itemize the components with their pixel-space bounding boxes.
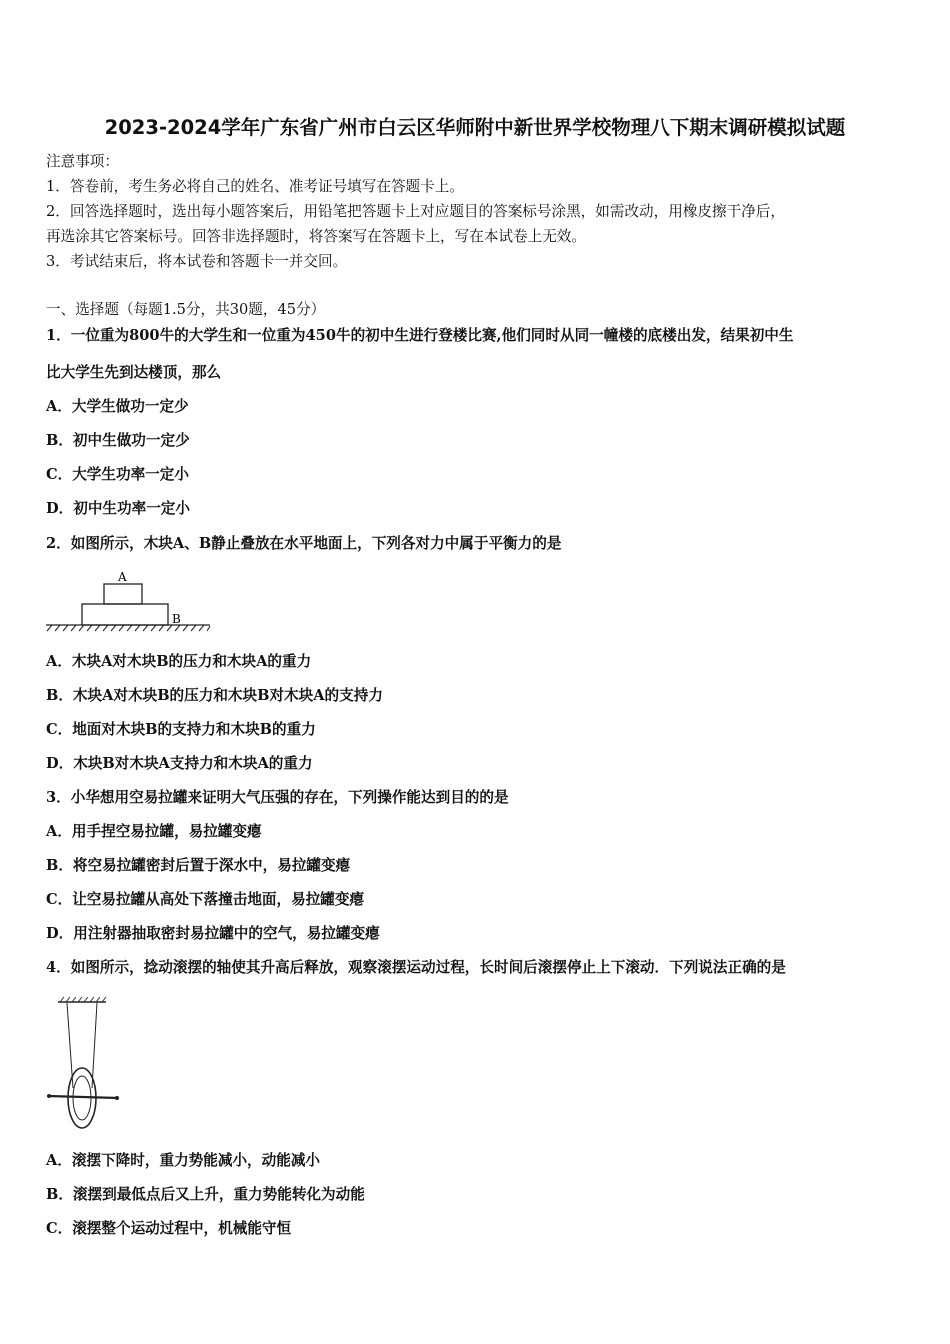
q4-option: B．滚摆到最低点后又上升，重力势能转化为动能 xyxy=(46,1186,365,1203)
axle-end-right xyxy=(115,1096,119,1100)
axle xyxy=(48,1096,118,1098)
q2-stem: 2．如图所示，木块A、B静止叠放在水平地面上，下列各对力中属于平衡力的是 xyxy=(46,535,562,552)
q1-stem: 比大学生先到达楼顶，那么 xyxy=(46,364,222,381)
q1-option: D．初中生功率一定小 xyxy=(46,500,191,517)
q2-option: D．木块B对木块A支持力和木块A的重力 xyxy=(46,755,313,772)
notes-item: 再选涂其它答案标号。回答非选择题时，将答案写在答题卡上，写在本试卷上无效。 xyxy=(46,228,586,245)
axle-end-left xyxy=(47,1094,51,1098)
ground-hatch xyxy=(47,625,210,631)
right-string xyxy=(92,1003,97,1088)
q1-option: C．大学生功率一定小 xyxy=(46,466,189,483)
notes-item: 1．答卷前，考生务必将自己的姓名、准考证号填写在答题卡上。 xyxy=(46,178,464,195)
q3-option: D．用注射器抽取密封易拉罐中的空气，易拉罐变瘪 xyxy=(46,925,380,942)
q3-option: C．让空易拉罐从高处下落撞击地面，易拉罐变瘪 xyxy=(46,891,365,908)
q3-stem: 3．小华想用空易拉罐来证明大气压强的存在，下列操作能达到目的的是 xyxy=(46,789,509,806)
q2-option: A．木块A对木块B的压力和木块A的重力 xyxy=(46,653,312,670)
label-b: B xyxy=(172,612,181,626)
block-b xyxy=(82,604,168,625)
q3-option: A．用手捏空易拉罐，易拉罐变瘪 xyxy=(46,823,262,840)
q3-option: B．将空易拉罐密封后置于深水中，易拉罐变瘪 xyxy=(46,857,351,874)
q1-stem: 1．一位重为800牛的大学生和一位重为450牛的初中生进行登楼比赛,他们同时从同一幢楼的底楼出发，结果初中生 xyxy=(46,327,794,344)
notes-heading: 注意事项： xyxy=(46,153,119,170)
q4-stem: 4．如图所示，捻动滚摆的轴使其升高后释放，观察滚摆运动过程，长时间后滚摆停止上下滚动．下列说法正确的是 xyxy=(46,959,786,976)
notes-item: 3．考试结束后，将本试卷和答题卡一并交回。 xyxy=(46,253,348,270)
label-a: A xyxy=(118,570,127,584)
q1-option: B．初中生做功一定少 xyxy=(46,432,190,449)
q1-option: A．大学生做功一定少 xyxy=(46,398,189,415)
page-title: 2023-2024学年广东省广州市白云区华师附中新世界学校物理八下期末调研模拟试题 xyxy=(104,116,846,139)
q4-option: A．滚摆下降时，重力势能减小，动能减小 xyxy=(46,1152,321,1169)
section-heading: 一、选择题（每题1.5分，共30题，45分） xyxy=(46,301,326,318)
q4-option: C．滚摆整个运动过程中，机械能守恒 xyxy=(46,1220,292,1237)
blocks-figure xyxy=(44,568,214,634)
q2-option: B．木块A对木块B的压力和木块B对木块A的支持力 xyxy=(46,687,383,704)
block-a xyxy=(104,584,142,604)
q2-option: C．地面对木块B的支持力和木块B的重力 xyxy=(46,721,316,738)
notes-item: 2．回答选择题时，选出每小题答案后，用铅笔把答题卡上对应题目的答案标号涂黑，如需改动，用橡皮擦干净后， xyxy=(46,203,785,220)
maxwell-pendulum-figure xyxy=(44,994,126,1136)
